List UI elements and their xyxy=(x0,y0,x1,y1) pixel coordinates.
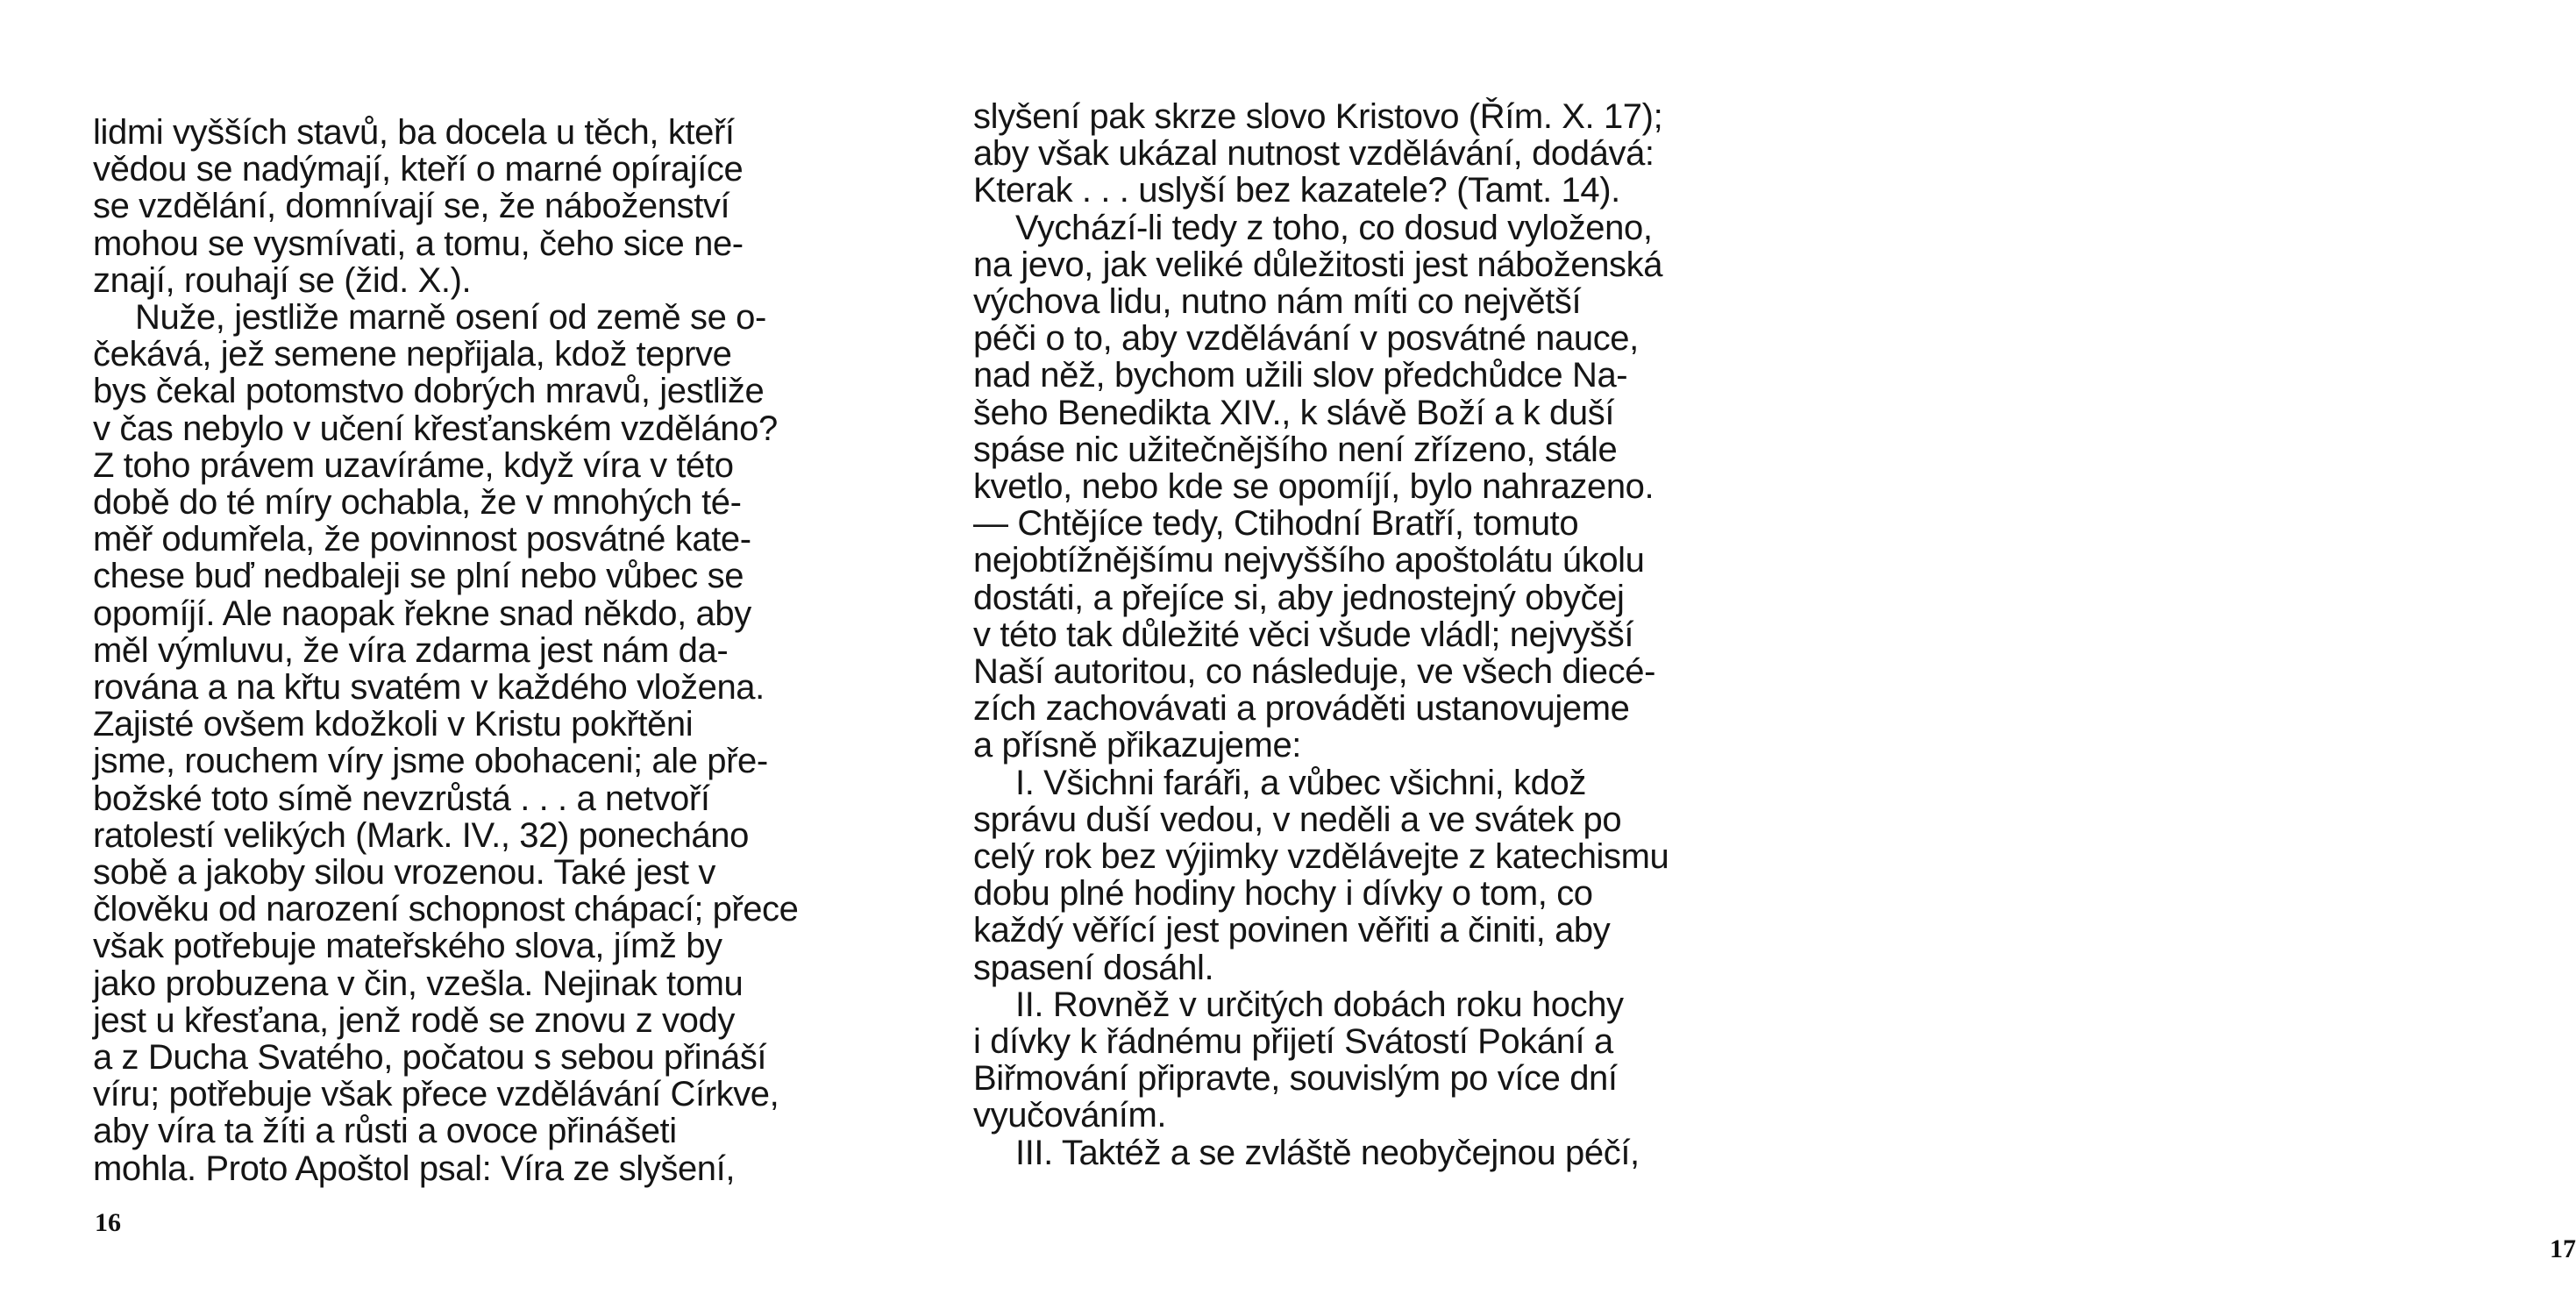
text-line: správu duší vedou, v neděli a ve svátek po xyxy=(973,800,1622,839)
text-line: dostáti, a přejíce si, aby jednostejný obyčej xyxy=(973,578,1625,617)
text-line: mohla. Proto Apoštol psal: Víra ze slyšení, xyxy=(93,1149,736,1188)
text-line: měř odumřela, že povinnost posvátné kate- xyxy=(93,520,751,559)
text-line: a z Ducha Svatého, počatou s sebou přináší xyxy=(93,1038,767,1078)
text-line: sobě a jakoby silou vrozenou. Také jest v xyxy=(93,853,715,893)
text-line: chese buď nedbaleji se plní nebo vůbec se xyxy=(93,557,744,596)
text-line: Nuže, jestliže marně osení od země se o- xyxy=(135,298,766,338)
text-line: víru; potřebuje však přece vzdělávání Církve, xyxy=(93,1075,779,1114)
text-line: II. Rovněž v určitých dobách roku hochy xyxy=(1015,985,1624,1024)
page-number-right: 17 xyxy=(2550,1234,2576,1263)
text-line: jsme, rouchem víry jsme obohaceni; ale pře- xyxy=(93,742,768,781)
text-line: Naší autoritou, co následuje, ve všech diecé- xyxy=(973,652,1655,692)
text-line: — Chtějíce tedy, Ctihodní Bratří, tomuto xyxy=(973,504,1579,544)
right-page xyxy=(884,0,2576,1316)
text-line: v čas nebylo v učení křesťanském vzděláno? xyxy=(93,409,778,448)
text-line: na jevo, jak veliké důležitosti jest náboženská xyxy=(973,245,1663,284)
text-line: spasení dosáhl. xyxy=(973,948,1214,987)
text-line: spáse nic užitečnějšího není zřízeno, stále xyxy=(973,430,1618,469)
text-line: III. Taktéž a se zvláště neobyčejnou péčí, xyxy=(1015,1133,1640,1172)
text-line: člověku od narození schopnost chápací; přece xyxy=(93,890,799,929)
text-line: každý věřící jest povinen věřiti a činiti, aby xyxy=(973,911,1611,950)
text-line: zích zachovávati a prováděti ustanovujeme xyxy=(973,689,1630,729)
text-line: mohou se vysmívati, a tomu, čeho sice ne- xyxy=(93,224,744,263)
right-page-text xyxy=(973,98,1710,1171)
text-line: vědou se nadýmají, kteří o marné opírajíce xyxy=(93,150,744,189)
left-page xyxy=(0,0,884,1316)
text-line: rována a na křtu svatém v každého vložena. xyxy=(93,668,765,708)
text-line: I. Všichni faráři, a vůbec všichni, kdož xyxy=(1015,763,1586,802)
text-line: slyšení pak skrze slovo Kristovo (Řím. X. 17); xyxy=(973,97,1663,136)
text-line: péči o to, aby vzdělávání v posvátné nauce, xyxy=(973,319,1639,359)
text-line: výchova lidu, nutno nám míti co největší xyxy=(973,282,1582,322)
page-number-left: 16 xyxy=(95,1208,121,1237)
text-line: aby však ukázal nutnost vzdělávání, dodává: xyxy=(973,134,1654,174)
text-line: nad něž, bychom užili slov předchůdce Na- xyxy=(973,356,1628,395)
text-line: v této tak důležité věci všude vládl; nejvyšší xyxy=(973,615,1634,654)
text-line: Zajisté ovšem kdožkoli v Kristu pokřtěni xyxy=(93,705,694,744)
text-line: aby víra ta žíti a růsti a ovoce přinášeti xyxy=(93,1112,677,1151)
text-line: však potřebuje mateřského slova, jímž by xyxy=(93,927,722,966)
text-line: i dívky k řádnému přijetí Svátostí Pokání a xyxy=(973,1022,1613,1062)
text-line: Vychází-li tedy z toho, co dosud vyloženo, xyxy=(1015,208,1653,247)
text-line: kvetlo, nebo kde se opomíjí, bylo nahrazeno. xyxy=(973,467,1654,507)
text-line: se vzdělání, domnívají se, že náboženství xyxy=(93,187,730,226)
text-line: jako probuzena v čin, vzešla. Nejinak tomu xyxy=(93,964,744,1003)
text-line: vyučováním. xyxy=(973,1096,1167,1135)
text-line: dobu plné hodiny hochy i dívky o tom, co xyxy=(973,874,1593,914)
left-page-text xyxy=(93,114,798,1187)
text-line: době do té míry ochabla, že v mnohých té- xyxy=(93,483,742,523)
text-line: ratolestí velikých (Mark. IV., 32) ponecháno xyxy=(93,815,749,855)
text-line: opomíjí. Ale naopak řekne snad někdo, aby xyxy=(93,594,751,633)
text-line: božské toto símě nevzrůstá . . . a netvoří xyxy=(93,779,710,818)
text-line: Z toho právem uzavíráme, když víra v této xyxy=(93,445,734,485)
text-line: znají, rouhají se (žid. X.). xyxy=(93,260,472,300)
text-line: nejobtížnějšímu nejvyššího apoštolátu úkolu xyxy=(973,541,1645,580)
text-line: měl výmluvu, že víra zdarma jest nám da- xyxy=(93,630,729,670)
text-line: šeho Benedikta XIV., k slávě Boží a k duší xyxy=(973,393,1615,432)
text-line: celý rok bez výjimky vzdělávejte z katechismu xyxy=(973,837,1669,877)
text-line: bys čekal potomstvo dobrých mravů, jestliže xyxy=(93,372,765,411)
text-line: lidmi vyšších stavů, ba docela u těch, kteří xyxy=(93,113,735,152)
text-line: a přísně přikazujeme: xyxy=(973,726,1302,765)
text-line: Kterak . . . uslyší bez kazatele? (Tamt. 14). xyxy=(973,171,1620,210)
text-line: Biřmování připravte, souvislým po více dní xyxy=(973,1059,1618,1099)
text-line: jest u křesťana, jenž rodě se znovu z vody xyxy=(93,1000,735,1040)
text-line: čekává, jež semene nepřijala, kdož teprve xyxy=(93,335,732,374)
